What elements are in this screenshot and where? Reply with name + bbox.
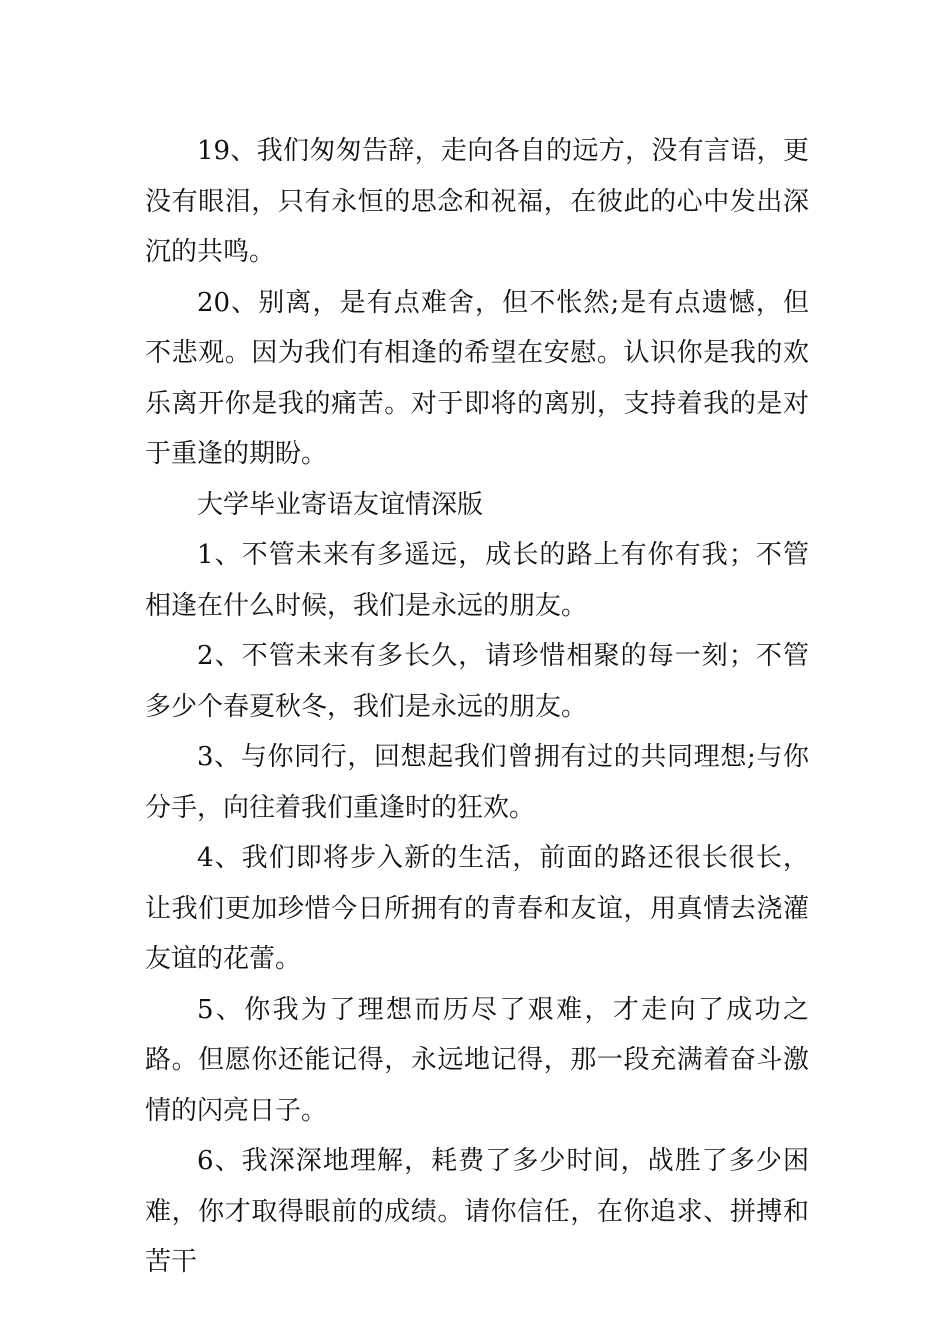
paragraph-19: 19、我们匆匆告辞，走向各自的远方，没有言语，更没有眼泪，只有永恒的思念和祝福，在彼此的心中发出深沉的共鸣。 (145, 136, 809, 267)
paragraph-2: 2、不管未来有多长久，请珍惜相聚的每一刻；不管多少个春夏秋冬，我们是永远的朋友。 (145, 641, 809, 722)
paragraph-20: 20、别离，是有点难舍，但不怅然;是有点遗憾，但不悲观。因为我们有相逢的希望在安慰。认识你是我的欢乐离开你是我的痛苦。对于即将的离别，支持着我的是对于重逢的期盼。 (145, 287, 809, 469)
section-heading: 大学毕业寄语友谊情深版 (197, 489, 484, 520)
paragraph-4: 4、我们即将步入新的生活，前面的路还很长很长，让我们更加珍惜今日所拥有的青春和友谊，用真情去浇灌友谊的花蕾。 (145, 843, 809, 974)
paragraph-1: 1、不管未来有多遥远，成长的路上有你有我；不管相逢在什么时候，我们是永远的朋友。 (145, 540, 809, 621)
paragraph-5: 5、你我为了理想而历尽了艰难，才走向了成功之路。但愿你还能记得，永远地记得，那一段充满着奋斗激情的闪亮日子。 (145, 994, 809, 1126)
paragraph-3: 3、与你同行，回想起我们曾拥有过的共同理想;与你分手，向往着我们重逢时的狂欢。 (145, 742, 809, 823)
document-body (145, 126, 809, 1288)
paragraph-6: 6、我深深地理解，耗费了多少时间，战胜了多少困难，你才取得眼前的成绩。请你信任，在你追求、拼搏和苦干 (145, 1146, 809, 1277)
